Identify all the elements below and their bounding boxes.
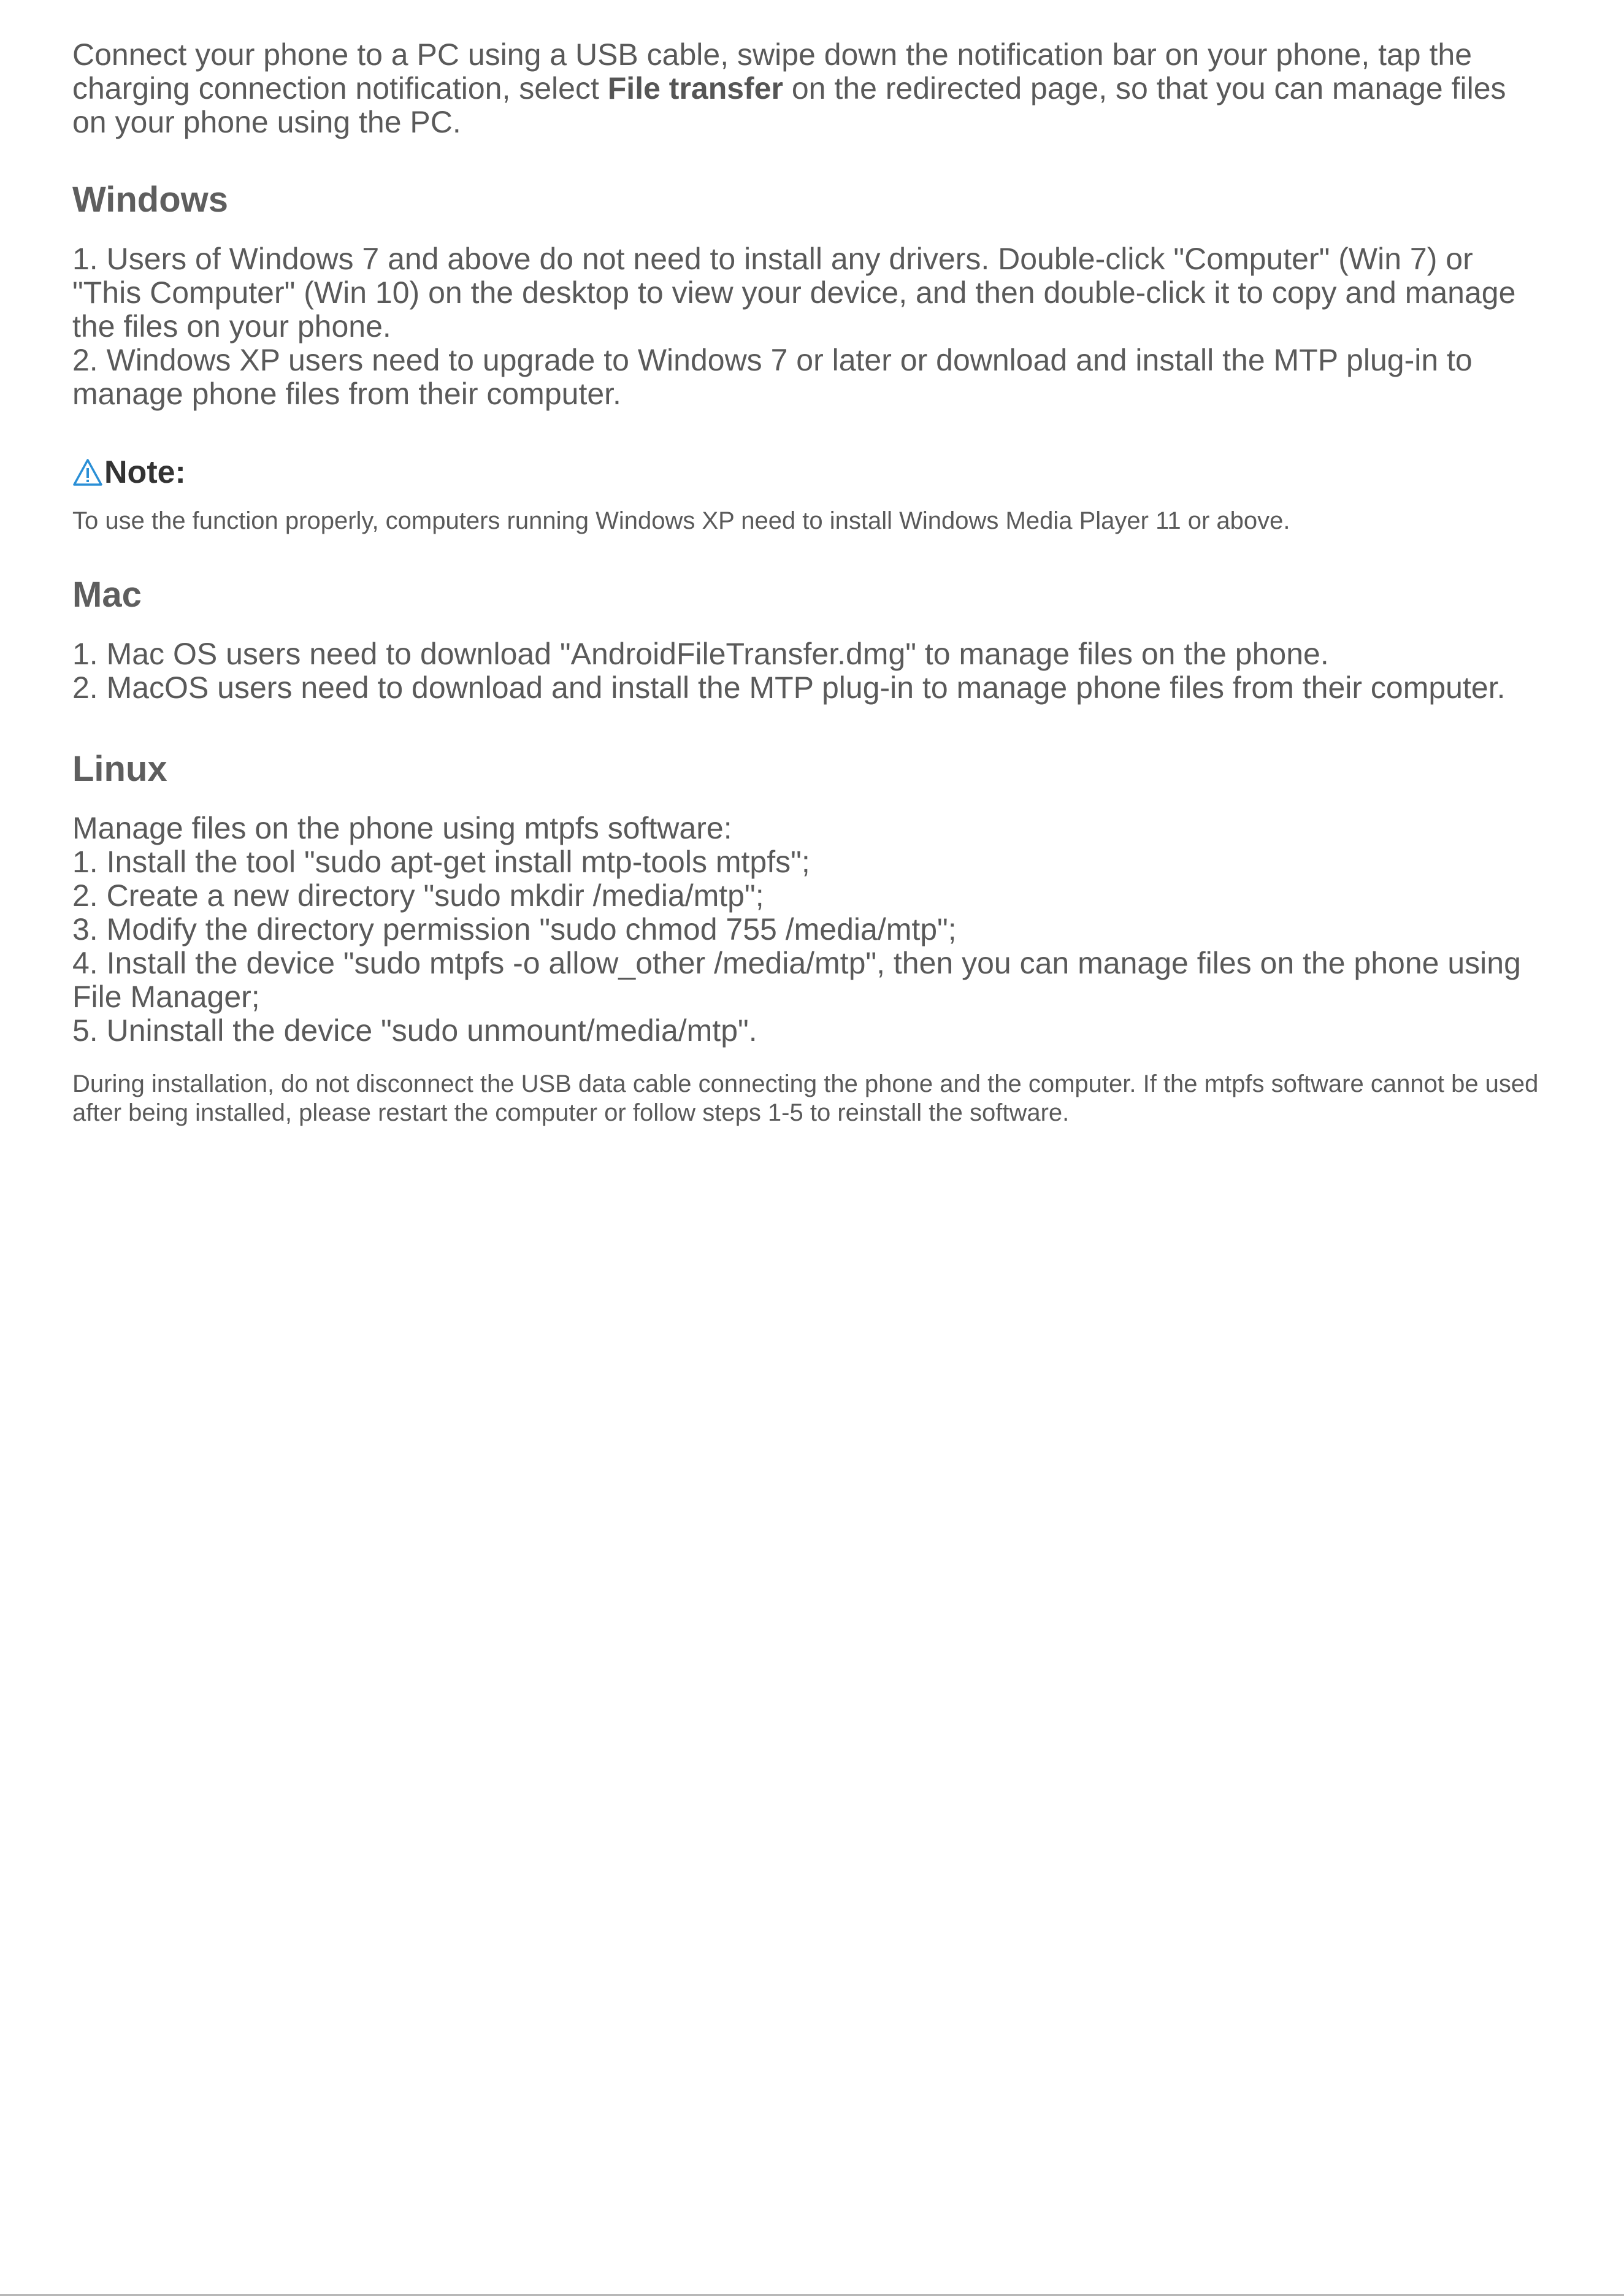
intro-paragraph [72, 38, 1544, 139]
windows-step-2: 2. Windows XP users need to upgrade to Windows 7 or later or download and install the MTP plug-in to manage phone files from their computer. [72, 343, 1473, 411]
linux-step-4: 4. Install the device "sudo mtpfs -o allow_other /media/mtp", then you can manage files on the phone using File Manager; [72, 946, 1521, 1014]
intro-text-start: Connect your phone to a PC using a USB cable, swipe down the notification bar on your phone, tap the charging connection notification, select [72, 37, 1473, 106]
mac-instructions [72, 637, 1544, 705]
file-transfer-label: File transfer [607, 71, 783, 106]
warning-icon [72, 458, 103, 486]
linux-lead: Manage files on the phone using mtpfs software: [72, 811, 732, 845]
windows-heading: Windows [72, 180, 229, 220]
linux-step-2: 2. Create a new directory "sudo mkdir /media/mtp"; [72, 878, 764, 913]
note-text: To use the function properly, computers running Windows XP need to install Windows Media Player 11 or above. [72, 507, 1290, 534]
note-heading [72, 454, 1544, 491]
mac-step-1: 1. Mac OS users need to download "AndroidFileTransfer.dmg" to manage files on the phone. [72, 637, 1329, 671]
linux-instructions [72, 812, 1544, 1048]
mac-heading: Mac [72, 575, 142, 615]
intro-text-end: on the redirected page, so that you can manage files on your phone using the PC. [72, 71, 1506, 139]
linux-step-3: 3. Modify the directory permission "sudo chmod 755 /media/mtp"; [72, 912, 957, 946]
windows-instructions [72, 242, 1544, 411]
linux-step-5: 5. Uninstall the device "sudo unmount/media/mtp". [72, 1013, 757, 1048]
mac-step-2: 2. MacOS users need to download and install the MTP plug-in to manage phone files from their computer. [72, 670, 1506, 705]
note-title: Note: [104, 455, 186, 490]
linux-step-1: 1. Install the tool "sudo apt-get install mtp-tools mtpfs"; [72, 845, 810, 879]
windows-step-1: 1. Users of Windows 7 and above do not need to install any drivers. Double-click "Computer" (Win 7) or "This Computer" (Win 10) on the desktop to view your device, and then double-click it to copy and manage the files on your phone. [72, 242, 1516, 344]
help-article [72, 38, 1544, 1127]
linux-heading: Linux [72, 749, 167, 789]
linux-footnote: During installation, do not disconnect the USB data cable connecting the phone and the computer. If the mtpfs software cannot be used after being installed, please restart the computer or follow steps 1-5 to reinstall the software. [72, 1070, 1539, 1126]
